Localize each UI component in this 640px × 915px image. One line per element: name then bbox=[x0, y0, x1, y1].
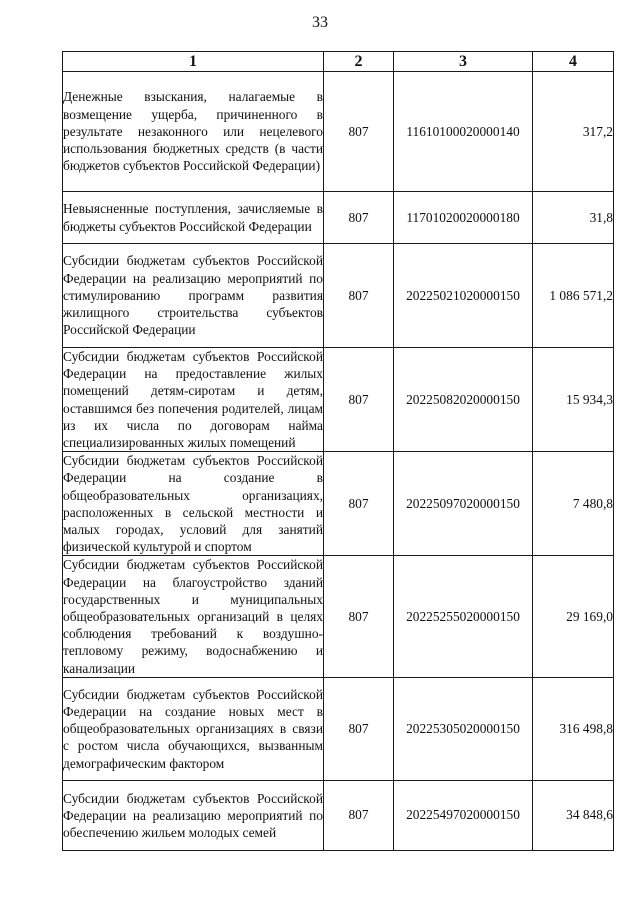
row-description: Субсидии бюджетам субъектов Российской Федерации на благоустройство зданий государственных и муниципальных общеобразовательных организаций в целях соблюдения требований к воздушно-тепловому режиму, водоснабжению и канализации bbox=[63, 557, 323, 676]
row-admin-code: 807 bbox=[324, 677, 394, 780]
table-row bbox=[63, 452, 614, 556]
row-income-code: 11610100020000140 bbox=[394, 72, 533, 192]
row-income-code: 20225255020000150 bbox=[394, 556, 533, 677]
row-income-code: 11701020020000180 bbox=[394, 192, 533, 244]
row-description: Субсидии бюджетам субъектов Российской Федерации на реализацию мероприятий по обеспечению жильем молодых семей bbox=[63, 780, 324, 850]
row-income-code: 20225305020000150 bbox=[394, 677, 533, 780]
row-admin-code: 807 bbox=[324, 780, 394, 850]
row-admin-code: 807 bbox=[324, 192, 394, 244]
row-description: Субсидии бюджетам субъектов Российской Федерации на создание новых мест в общеобразовательных организациях в связи с ростом числа обучающихся, вызванным демографическим фактором bbox=[63, 677, 324, 780]
table-row bbox=[63, 780, 614, 850]
row-description: Субсидии бюджетам субъектов Российской Федерации на создание в общеобразовательных организациях, расположенных в сельской местности и малых городах, условий для занятий физической культурой и спортом bbox=[63, 453, 323, 555]
row-amount: 7 480,8 bbox=[533, 452, 614, 556]
row-description: Денежные взыскания, налагаемые в возмещение ущерба, причиненного в результате незаконного или нецелевого использования бюджетных средств (в части бюджетов субъектов Российской Федерации) bbox=[63, 72, 324, 192]
row-description: Субсидии бюджетам субъектов Российской Федерации на предоставление жилых помещений детям-сиротам и детям, оставшимся без попечения родителей, лицам из их числа по договорам найма специализированных жилых помещений bbox=[63, 349, 323, 451]
row-amount: 317,2 bbox=[533, 72, 614, 192]
table-header-row bbox=[63, 52, 614, 72]
table-row bbox=[63, 244, 614, 348]
page-number: 33 bbox=[312, 14, 328, 31]
row-amount: 34 848,6 bbox=[533, 780, 614, 850]
row-admin-code: 807 bbox=[324, 72, 394, 192]
row-amount: 31,8 bbox=[533, 192, 614, 244]
row-admin-code: 807 bbox=[324, 244, 394, 348]
row-income-code: 20225097020000150 bbox=[394, 452, 533, 556]
row-amount: 15 934,3 bbox=[533, 348, 614, 452]
column-header-4: 4 bbox=[533, 52, 614, 72]
row-admin-code: 807 bbox=[324, 452, 394, 556]
row-amount: 316 498,8 bbox=[533, 677, 614, 780]
row-amount: 29 169,0 bbox=[533, 556, 614, 677]
table-row bbox=[63, 556, 614, 677]
row-description: Невыясненные поступления, зачисляемые в бюджеты субъектов Российской Федерации bbox=[63, 192, 324, 244]
table-row bbox=[63, 72, 614, 192]
column-header-2: 2 bbox=[324, 52, 394, 72]
table-row bbox=[63, 192, 614, 244]
row-income-code: 20225021020000150 bbox=[394, 244, 533, 348]
row-income-code: 20225497020000150 bbox=[394, 780, 533, 850]
column-header-3: 3 bbox=[394, 52, 533, 72]
row-admin-code: 807 bbox=[324, 348, 394, 452]
table-row bbox=[63, 348, 614, 452]
column-header-1: 1 bbox=[63, 52, 324, 72]
row-income-code: 20225082020000150 bbox=[394, 348, 533, 452]
row-admin-code: 807 bbox=[324, 556, 394, 677]
row-amount: 1 086 571,2 bbox=[533, 244, 614, 348]
budget-income-table bbox=[62, 51, 614, 851]
row-description: Субсидии бюджетам субъектов Российской Федерации на реализацию мероприятий по стимулированию программ развития жилищного строительства субъектов Российской Федерации bbox=[63, 244, 324, 348]
table-row bbox=[63, 677, 614, 780]
